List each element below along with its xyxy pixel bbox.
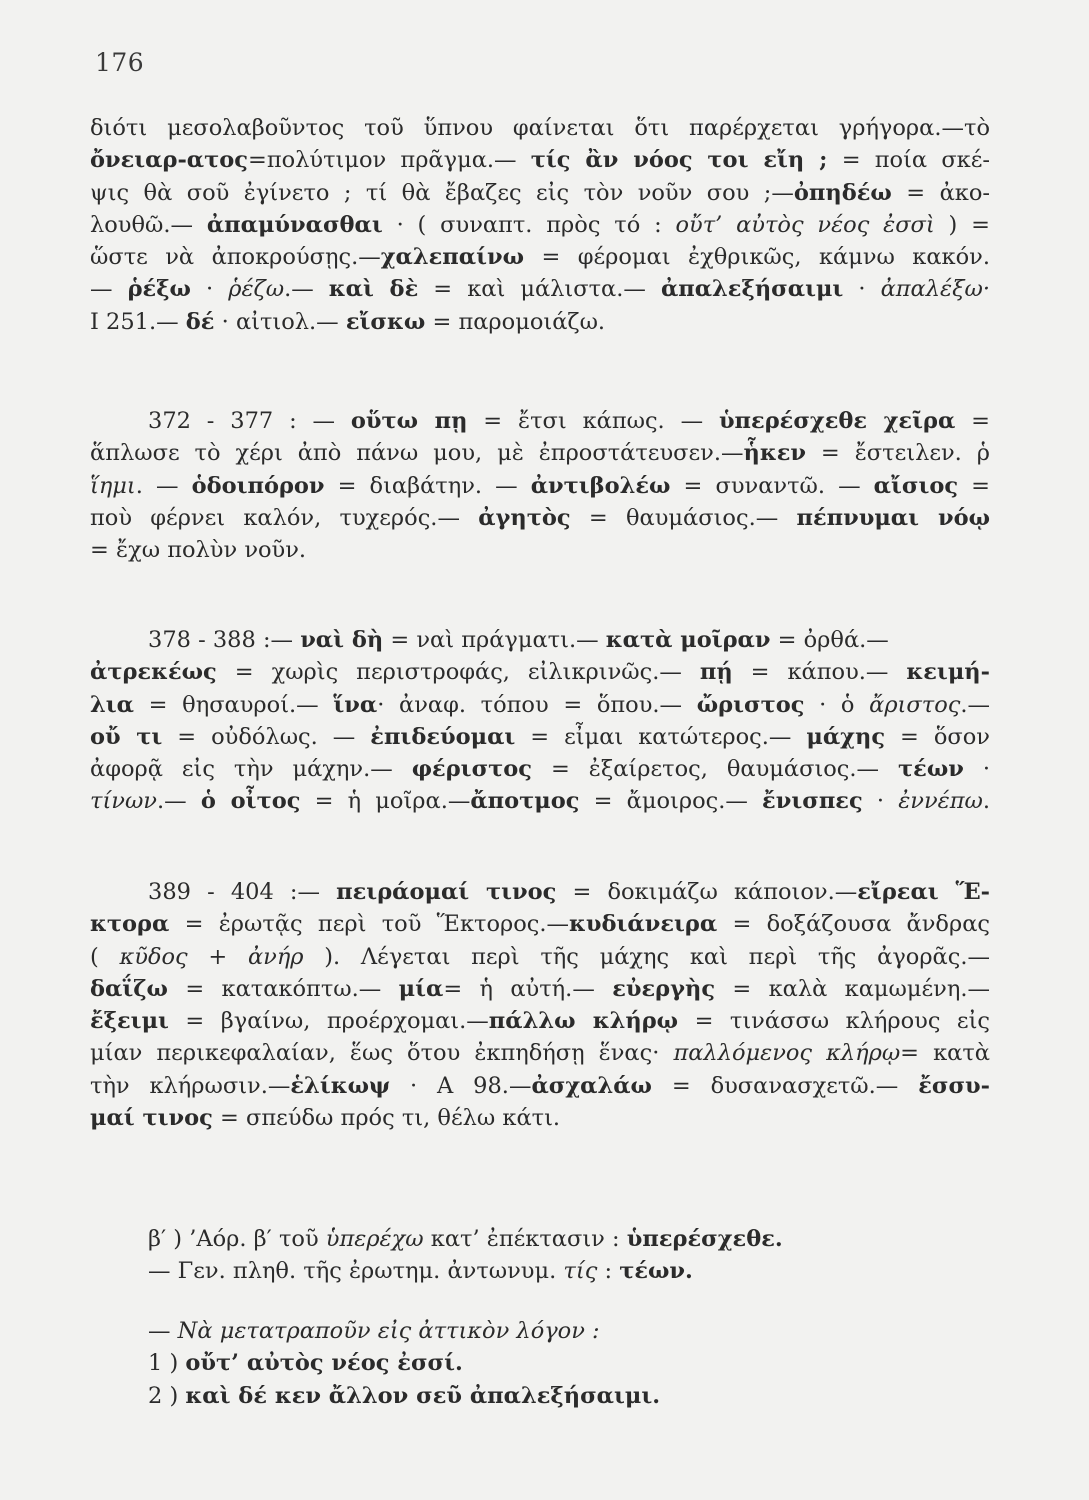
headword: οὔ τι <box>90 723 163 750</box>
italic-term: ἀπαλέξω· <box>880 276 990 303</box>
gloss-text: ποὺ φέρνει καλόν, τυχερός.— <box>90 504 479 531</box>
headword: ὀπηδέω <box>793 179 892 206</box>
gloss-text: · <box>843 276 881 303</box>
headword: ὑπερέσχεθε χεῖρα <box>718 408 956 434</box>
text-line <box>90 624 990 656</box>
headword: φέριστος <box>411 756 533 783</box>
headword: ὑπερέσχεθε. <box>626 1226 783 1252</box>
gloss-text: · ὁ <box>804 691 870 718</box>
headword: κειμή- <box>906 659 990 686</box>
italic-term: τίς <box>563 1258 598 1285</box>
text-line <box>90 785 990 817</box>
italic-term: Νὰ μετατραποῦν εἰς ἀττικὸν λόγον : <box>177 1318 600 1344</box>
gloss-text: = χωρὶς περιστροφάς, εἰλικρινῶς.— <box>216 659 700 686</box>
text-line <box>90 656 990 688</box>
text-line <box>90 241 990 273</box>
headword: ἀγητὸς <box>478 504 571 531</box>
gloss-text: 378 - 388 :— <box>148 627 301 653</box>
headword: ἀπαλεξήσαιμι <box>660 276 844 303</box>
headword: τίς ἂν νόος τοι εἴη ; <box>530 147 828 174</box>
gloss-text: = δοκιμάζω κάποιον.— <box>556 879 858 905</box>
gloss-text: λουθῶ.— <box>90 211 207 238</box>
gloss-text: = δοξάζουσα ἄνδρας <box>717 911 990 938</box>
gloss-text: = κατακόπτω.— <box>167 975 399 1002</box>
gloss-text: · Α 98.— <box>390 1072 532 1099</box>
gloss-text: · <box>862 788 899 815</box>
text-line <box>90 112 990 144</box>
headword: ὁδοιπόρον <box>191 472 325 499</box>
headword: αἴσιος <box>873 472 959 499</box>
gloss-text: = ναὶ πράγματι.— <box>383 627 606 653</box>
gloss-text: = σπεύδω πρός τι, θέλω κάτι. <box>212 1105 561 1132</box>
gloss-text: μίαν περικεφαλαίαν, ἕως ὅτου ἐκπηδήσῃ ἕνας· <box>90 1040 674 1067</box>
italic-term: κῦδος + ἀνήρ <box>119 943 304 970</box>
headword: δαΐζω <box>90 975 168 1002</box>
text-line <box>90 306 990 338</box>
gloss-text: ψις θὰ σοῦ ἐγίνετο ; τί θὰ ἔβαζες εἰς τὸν νοῦν σου ;— <box>90 179 794 206</box>
headword: εἴρεαι Ἕ- <box>857 879 991 905</box>
paragraph-verses-378-388 <box>90 624 990 818</box>
page-number: 176 <box>95 48 145 77</box>
gloss-text: = καὶ μάλιστα.— <box>418 276 661 303</box>
gloss-text: : <box>597 1258 620 1285</box>
gloss-text: =πολύτιμον πρᾶγμα.— <box>247 147 531 174</box>
gloss-text: = ἐξαίρετος, θαυμάσιος.— <box>532 756 899 783</box>
gloss-text: = συναντῶ. — <box>670 472 874 499</box>
gloss-text: = ἄμοιρος.— <box>579 788 763 815</box>
gloss-text: .— <box>284 276 329 303</box>
gloss-text: = καλὰ καμωμένη.— <box>715 975 990 1002</box>
text-line <box>90 908 990 940</box>
headword: εἴσκω <box>345 308 426 335</box>
paragraph-glossary-1 <box>90 112 990 338</box>
text-line <box>90 1223 990 1255</box>
headword: μία <box>398 975 444 1002</box>
gloss-text: = κατὰ <box>900 1040 990 1067</box>
gloss-text: = ἡ αὐτή.— <box>443 975 613 1002</box>
text-line <box>90 502 990 534</box>
italic-term: ὑπερέχω <box>325 1226 424 1252</box>
gloss-text: = ἔτσι κάπως. — <box>467 408 719 434</box>
italic-term: παλλόμενος κλήρῳ <box>673 1040 901 1067</box>
headword: οὕτω πῃ <box>350 408 468 434</box>
gloss-text: = ἔχω πολὺν νοῦν. <box>90 537 307 564</box>
italic-term: ῥέζω <box>228 276 285 303</box>
gloss-text: = ὅσον <box>885 723 990 750</box>
headword: ὄνειαρ-ατος <box>90 147 248 174</box>
gloss-text: = κάπου.— <box>732 659 907 686</box>
gloss-text: = <box>955 408 990 434</box>
italic-term: τίνων <box>90 788 157 815</box>
headword: ἧκεν <box>743 440 806 467</box>
headword: ἄποτμος <box>470 788 580 815</box>
headword: οὔτ’ αὐτὸς νέος ἐσσί. <box>185 1350 463 1377</box>
text-line <box>90 1102 990 1134</box>
headword: ναὶ δὴ <box>300 627 384 653</box>
headword: κτορα <box>90 911 170 938</box>
text-line <box>90 1380 990 1412</box>
gloss-text: = ἡ μοῖρα.— <box>300 788 471 815</box>
text-line <box>90 144 990 176</box>
text-line <box>90 941 990 973</box>
gloss-text: = θαυμάσιος.— <box>570 504 797 531</box>
headword: ἀτρεκέως <box>90 659 217 686</box>
gloss-text: .— <box>156 788 201 815</box>
gloss-text: = <box>958 472 990 499</box>
gloss-text: τὴν κλήρωσιν.— <box>90 1072 291 1099</box>
gloss-text: ). Λέγεται περὶ τῆς μάχης καὶ περὶ τῆς ἀγορᾶς.— <box>303 943 990 970</box>
text-line <box>90 177 990 209</box>
headword: χαλεπαίνω <box>380 244 524 271</box>
headword: ῥέξω <box>127 276 191 303</box>
gloss-text: 389 - 404 :— <box>148 879 337 905</box>
gloss-text: Ι 251.— <box>90 308 186 335</box>
gloss-text: — <box>90 276 128 303</box>
text-line <box>90 273 990 305</box>
headword: πέπνυμαι νόῳ <box>796 504 991 531</box>
headword: ἔνισπες <box>762 788 863 815</box>
headword: ἔξειμι <box>90 1008 169 1035</box>
gloss-text: 372 - 377 : — <box>148 408 351 434</box>
gloss-text: ἀφορᾷ εἰς τὴν μάχην.— <box>90 756 412 783</box>
paragraph-verses-372-377 <box>90 405 990 566</box>
text-line <box>90 534 990 566</box>
headword: μαί τινος <box>90 1105 213 1132</box>
headword: μάχης <box>806 723 886 750</box>
gloss-text: . <box>982 788 990 815</box>
headword: τέων. <box>619 1258 693 1285</box>
gloss-text: = ὀρθά.— <box>770 627 889 653</box>
gloss-text: ἅπλωσε τὸ χέρι ἀπὸ πάνω μου, μὲ ἐπροστάτευσεν.— <box>90 440 744 467</box>
headword: τέων <box>898 756 964 783</box>
headword: καὶ δὲ <box>328 276 419 303</box>
text-line <box>90 1037 990 1069</box>
headword: πῄ <box>699 659 733 686</box>
gloss-text: — Γεν. πληθ. τῆς ἐρωτημ. ἀντωνυμ. <box>148 1258 564 1285</box>
gloss-text: ( <box>90 943 120 970</box>
text-line <box>90 721 990 753</box>
headword: ὤριστος <box>696 691 805 718</box>
gloss-text: κατ’ ἐπέκτασιν : <box>423 1226 627 1252</box>
gloss-text: = δυσανασχετῶ.— <box>651 1072 919 1099</box>
gloss-text: = ποία σκέ- <box>827 147 991 174</box>
text-line <box>90 437 990 469</box>
gloss-text: = ἐρωτᾷς περὶ τοῦ Ἕκτορος.— <box>169 911 570 938</box>
italic-term: ἄριστος <box>869 691 961 718</box>
italic-term: ἵημι <box>90 472 136 499</box>
headword: εὐεργὴς <box>612 975 716 1002</box>
headword: ὁ οἶτος <box>200 788 301 815</box>
text-line <box>90 973 990 1005</box>
text-line <box>90 876 990 908</box>
gloss-text: · <box>963 756 990 783</box>
text-line <box>90 753 990 785</box>
headword: λια <box>90 691 134 718</box>
gloss-text: 2 ) <box>148 1382 186 1409</box>
paragraph-grammar-notes <box>90 1223 990 1288</box>
gloss-text: · <box>190 276 229 303</box>
gloss-text: β′ ) ’Αόρ. β′ τοῦ <box>148 1226 326 1252</box>
text-line <box>90 1315 990 1347</box>
gloss-text: διότι μεσολαβοῦντος τοῦ ὕπνου φαίνεται ὅτι παρέρχεται γρήγορα.—τὸ <box>90 115 990 141</box>
headword: ἀπαμύνασθαι <box>206 211 383 238</box>
headword: ἀντιβολέω <box>530 472 671 499</box>
gloss-text: = τινάσσω κλήρους εἰς <box>678 1008 991 1035</box>
gloss-text: ὥστε νὰ ἀποκρούσῃς.— <box>90 244 381 271</box>
text-line <box>90 1347 990 1379</box>
headword: πειράομαί τινος <box>336 879 557 905</box>
headword: καὶ δέ κεν ἄλλον σεῦ ἀπαλεξήσαιμι. <box>185 1382 661 1409</box>
text-line <box>90 1255 990 1287</box>
paragraph-exercise <box>90 1315 990 1412</box>
gloss-text: — <box>148 1318 178 1344</box>
gloss-text: = ἔστειλεν. ῥ <box>806 440 990 467</box>
headword: ἵνα <box>333 691 378 718</box>
text-line <box>90 470 990 502</box>
text-line <box>90 209 990 241</box>
headword: ἔσσυ- <box>918 1072 990 1099</box>
gloss-text: 1 ) <box>148 1350 186 1377</box>
headword: κατὰ μοῖραν <box>605 627 771 653</box>
headword: ἀσχαλάω <box>531 1072 652 1099</box>
text-line <box>90 1005 990 1037</box>
headword: ἑλίκωψ <box>290 1072 391 1099</box>
gloss-text: = βγαίνω, προέρχομαι.— <box>168 1008 489 1035</box>
text-line <box>90 689 990 721</box>
paragraph-verses-389-404 <box>90 876 990 1134</box>
headword: κυδιάνειρα <box>569 911 718 938</box>
headword: πάλλω κλήρῳ <box>488 1008 679 1035</box>
gloss-text: · ἀναφ. τόπου = ὅπου.— <box>377 691 697 718</box>
gloss-text: = διαβάτην. — <box>324 472 531 499</box>
headword: ἐπιδεύομαι <box>370 723 516 750</box>
italic-term: οὔτ’ αὐτὸς νέος ἐσσὶ <box>675 211 935 238</box>
gloss-text: = εἶμαι κατώτερος.— <box>515 723 807 750</box>
gloss-text: .— <box>960 691 990 718</box>
gloss-text: = οὐδόλως. — <box>162 723 371 750</box>
gloss-text: = ἀκο- <box>891 179 991 206</box>
gloss-text: = φέρομαι ἐχθρικῶς, κάμνω κακόν. <box>524 244 990 271</box>
headword: δέ <box>185 308 215 335</box>
text-line <box>90 1070 990 1102</box>
text-line <box>90 405 990 437</box>
gloss-text: · αἰτιολ.— <box>214 308 346 335</box>
gloss-text: = θησαυροί.— <box>133 691 334 718</box>
gloss-text: ) = <box>934 211 991 238</box>
gloss-text: · ( συναπτ. πρὸς τό : <box>382 211 676 238</box>
gloss-text: = παρομοιάζω. <box>425 308 606 335</box>
gloss-text: . — <box>135 472 192 499</box>
italic-term: ἐννέπω <box>898 788 983 815</box>
